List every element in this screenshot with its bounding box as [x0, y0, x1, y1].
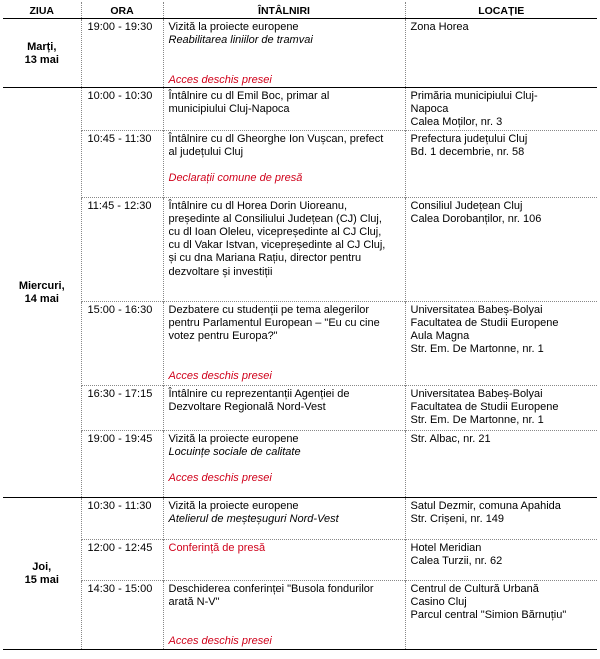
location-cell — [405, 430, 597, 497]
schedule-row — [3, 87, 597, 130]
location-line: Str. Em. De Martonne, nr. 1 — [410, 414, 544, 426]
spacer — [169, 609, 400, 622]
location-line: Calea Turzii, nr. 62 — [410, 554, 503, 567]
event-line: Dezvoltare Regională Nord-Vest — [168, 400, 326, 413]
location-line: Satul Dezmir, comuna Apahida — [410, 499, 561, 512]
event-line: pentru Parlamentul European – "Eu cu cine — [168, 316, 380, 329]
location-line: Napoca — [410, 103, 449, 116]
schedule-row — [3, 385, 597, 430]
spacer — [169, 47, 400, 60]
day-date: 13 mai — [24, 53, 59, 66]
time-cell: 19:00 - 19:45 — [81, 430, 163, 497]
press-note: Acces deschis presei — [168, 369, 272, 382]
time-cell: 19:00 - 19:30 — [81, 19, 163, 88]
event-line: cu dl Ioan Oleleu, vicepreședinte al CJ Cluj, — [168, 226, 382, 238]
press-note: Acces deschis presei — [168, 73, 272, 86]
header-ziua: ZIUA — [3, 2, 81, 19]
day-cell — [3, 497, 81, 649]
schedule-row — [3, 301, 597, 385]
location-cell — [405, 497, 597, 539]
time-cell: 10:45 - 11:30 — [81, 130, 163, 197]
schedule-row — [3, 197, 597, 301]
location-cell — [405, 580, 597, 649]
event-line: Dezbatere cu studenții pe tema alegerilor — [168, 303, 370, 316]
event-line: și cu dna Mariana Rațiu, director pentru — [168, 252, 362, 265]
location-line: Zona Horea — [410, 21, 469, 33]
event-cell — [163, 87, 405, 130]
spacer — [169, 622, 400, 635]
event-line: votez pentru Europa?" — [168, 330, 278, 342]
event-line: Întâlnire cu reprezentanții Agenției de — [168, 387, 350, 400]
event-cell — [163, 539, 405, 580]
event-line: președinte al Consiliului Județean (CJ) Cluj, — [168, 212, 382, 225]
location-cell — [405, 87, 597, 130]
event-line: municipiului Cluj-Napoca — [168, 103, 290, 116]
location-cell — [405, 197, 597, 301]
location-line: Str. Crișeni, nr. 149 — [410, 512, 505, 525]
location-line: Str. Em. De Martonne, nr. 1 — [410, 343, 544, 356]
time-cell: 16:30 - 17:15 — [81, 385, 163, 430]
press-note: Declarații comune de presă — [168, 172, 303, 185]
day-date: 15 mai — [24, 574, 59, 587]
event-line: Întâlnire cu dl Horea Dorin Uioreanu, — [168, 199, 348, 212]
location-line: Consiliul Județean Cluj — [410, 199, 523, 212]
event-line: Vizită la proiecte europene — [168, 432, 299, 445]
location-line: Facultatea de Studii Europene — [410, 400, 559, 413]
day-cell — [3, 19, 81, 88]
press-note: Acces deschis presei — [168, 472, 272, 485]
time-cell: 10:00 - 10:30 — [81, 87, 163, 130]
event-cell — [163, 580, 405, 649]
location-line: Hotel Meridian — [410, 541, 482, 554]
event-line: Vizită la proiecte europene — [168, 21, 299, 33]
event-line: arată N-V" — [168, 595, 220, 608]
event-cell — [163, 301, 405, 385]
location-cell — [405, 301, 597, 385]
header-intalniri: ÎNTÂLNIRI — [163, 2, 405, 19]
spacer — [169, 459, 400, 472]
schedule-row — [3, 580, 597, 649]
day-name: Joi, — [32, 561, 52, 574]
schedule-row — [3, 430, 597, 497]
location-line: Centrul de Cultură Urbană — [410, 582, 539, 595]
spacer — [169, 343, 400, 356]
event-line: Deschiderea conferinței "Busola fondurilor — [168, 582, 374, 595]
press-conference: Conferință de presă — [168, 541, 266, 554]
schedule-row — [3, 130, 597, 197]
location-line: Bd. 1 decembrie, nr. 58 — [410, 145, 525, 158]
location-line: Calea Dorobanților, nr. 106 — [410, 212, 542, 225]
schedule-body — [3, 19, 597, 650]
spacer — [169, 356, 400, 369]
event-project: Atelierul de meșteșuguri Nord-Vest — [168, 512, 339, 525]
header-row — [3, 2, 597, 19]
location-cell — [405, 539, 597, 580]
time-cell: 10:30 - 11:30 — [81, 497, 163, 539]
spacer — [169, 159, 400, 172]
location-cell — [405, 130, 597, 197]
day-name: Miercuri, — [18, 280, 65, 293]
schedule-row — [3, 497, 597, 539]
event-line: Întâlnire cu dl Emil Boc, primar al — [168, 89, 330, 102]
location-line: Universitatea Babeș-Bolyai — [410, 303, 543, 316]
event-cell — [163, 430, 405, 497]
location-line: Parcul central "Simion Bărnuțiu" — [410, 609, 567, 621]
event-cell — [163, 130, 405, 197]
header-ora: ORA — [81, 2, 163, 19]
event-line: Întâlnire cu dl Gheorghe Ion Vușcan, prefect — [168, 132, 384, 145]
time-cell: 11:45 - 12:30 — [81, 197, 163, 301]
schedule-row — [3, 19, 597, 88]
location-line: Casino Cluj — [410, 595, 467, 608]
event-line: dezvoltare și investiții — [168, 265, 273, 278]
press-note: Acces deschis presei — [168, 635, 272, 648]
event-cell — [163, 385, 405, 430]
event-cell — [163, 497, 405, 539]
location-line: Prefectura județului Cluj — [410, 132, 528, 145]
event-cell — [163, 197, 405, 301]
day-name: Marți, — [27, 40, 57, 53]
schedule-row — [3, 539, 597, 580]
location-line: Universitatea Babeș-Bolyai — [410, 387, 543, 400]
event-project: Reabilitarea liniilor de tramvai — [168, 34, 313, 47]
event-line: Vizită la proiecte europene — [168, 499, 299, 512]
location-line: Str. Albac, nr. 21 — [410, 432, 491, 445]
location-line: Facultatea de Studii Europene — [410, 316, 559, 329]
header-locatie: LOCAȚIE — [405, 2, 597, 19]
event-cell — [163, 19, 405, 88]
location-cell — [405, 385, 597, 430]
location-line: Calea Moților, nr. 3 — [410, 116, 503, 129]
time-cell: 14:30 - 15:00 — [81, 580, 163, 649]
time-cell: 12:00 - 12:45 — [81, 539, 163, 580]
day-cell — [3, 87, 81, 497]
location-line: Primăria municipiului Cluj- — [410, 89, 538, 102]
time-cell: 15:00 - 16:30 — [81, 301, 163, 385]
event-line: al județului Cluj — [168, 145, 244, 158]
location-cell — [405, 19, 597, 88]
event-project: Locuințe sociale de calitate — [168, 445, 301, 458]
location-line: Aula Magna — [410, 330, 470, 342]
spacer — [169, 61, 400, 74]
schedule-table — [3, 2, 597, 650]
event-line: cu dl Vakar Istvan, vicepreședinte al CJ Cluj, — [168, 239, 386, 252]
day-date: 14 mai — [24, 293, 59, 306]
